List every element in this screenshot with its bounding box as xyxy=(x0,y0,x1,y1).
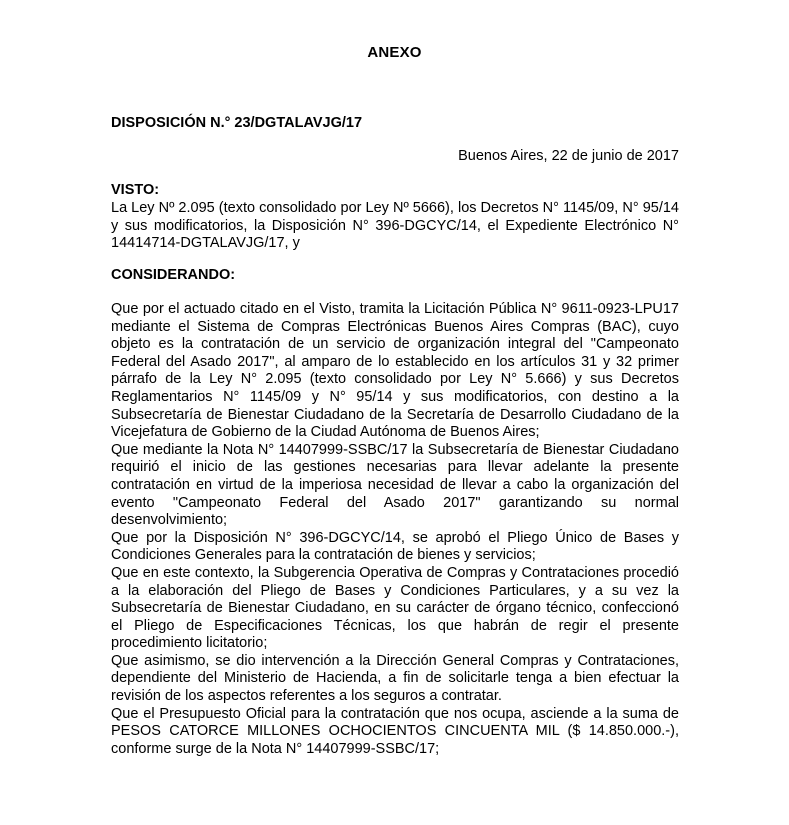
considerando-paragraph: Que en este contexto, la Subgerencia Operativa de Compras y Contrataciones procedió a la elaboración del Pliego de Bases y Condiciones Particulares, y a su vez la Subsecretaría de Bienestar Ciudadano, en su carácter de órgano técnico, confeccionó el Pliego de Especificaciones Técnicas, los que habrán de regir el presente procedimiento licitatorio; xyxy=(111,564,679,652)
considerando-paragraph: Que por la Disposición N° 396-DGCYC/14, se aprobó el Pliego Único de Bases y Condiciones Generales para la contratación de bienes y servicios; xyxy=(111,529,679,564)
visto-heading: VISTO: xyxy=(111,182,160,198)
considerando-paragraph: Que el Presupuesto Oficial para la contratación que nos ocupa, asciende a la suma de PESOS CATORCE MILLONES OCHOCIENTOS CINCUENTA MIL ($ 14.850.000.-), conforme surge de la Nota N° 14407999-SSBC/17; xyxy=(111,705,679,757)
annex-title: ANEXO xyxy=(367,44,422,61)
considerando-paragraph: Que mediante la Nota N° 14407999-SSBC/17 la Subsecretaría de Bienestar Ciudadano requirió el inicio de las gestiones necesarias para llevar adelante la presente contratación en virtud de la imperiosa necesidad de llevar a cabo la organización del evento "Campeonato Federal del Asado 2017" garantizando su normal desenvolvimiento; xyxy=(111,441,679,529)
considerando-heading: CONSIDERANDO: xyxy=(111,267,236,283)
considerando-paragraph: Que asimismo, se dio intervención a la Dirección General Compras y Contrataciones, dependiente del Ministerio de Hacienda, a fin de solicitarle tenga a bien efectuar la revisión de los aspectos referentes a los seguros a contratar. xyxy=(111,652,679,705)
disposition-number: DISPOSICIÓN N.° 23/DGTALAVJG/17 xyxy=(111,115,363,131)
place-date: Buenos Aires, 22 de junio de 2017 xyxy=(458,148,679,164)
considerando-body xyxy=(111,301,679,758)
considerando-paragraph: Que por el actuado citado en el Visto, tramita la Licitación Pública N° 9611-0923-LPU17 mediante el Sistema de Compras Electrónicas Buenos Aires Compras (BAC), cuyo objeto es la contratación de un servicio de organización integral del "Campeonato Federal del Asado 2017", al amparo de lo establecido en los artículos 31 y 32 primer párrafo de la Ley N° 2.095 (texto consolidado por Ley N° 5.666) y sus Decretos Reglamentarios N° 1145/09 y N° 95/14 y sus modificatorios, con destino a la Subsecretaría de Bienestar Ciudadano de la Secretaría de Desarrollo Ciudadano de la Vicejefatura de Gobierno de la Ciudad Autónoma de Buenos Aires; xyxy=(111,301,679,441)
visto-paragraph: La Ley Nº 2.095 (texto consolidado por Ley Nº 5666), los Decretos N° 1145/09, N° 95/14 y sus modificatorios, la Disposición N° 396-DGCYC/14, el Expediente Electrónico N° 14414714-DGTALAVJG/17, y xyxy=(111,200,679,252)
